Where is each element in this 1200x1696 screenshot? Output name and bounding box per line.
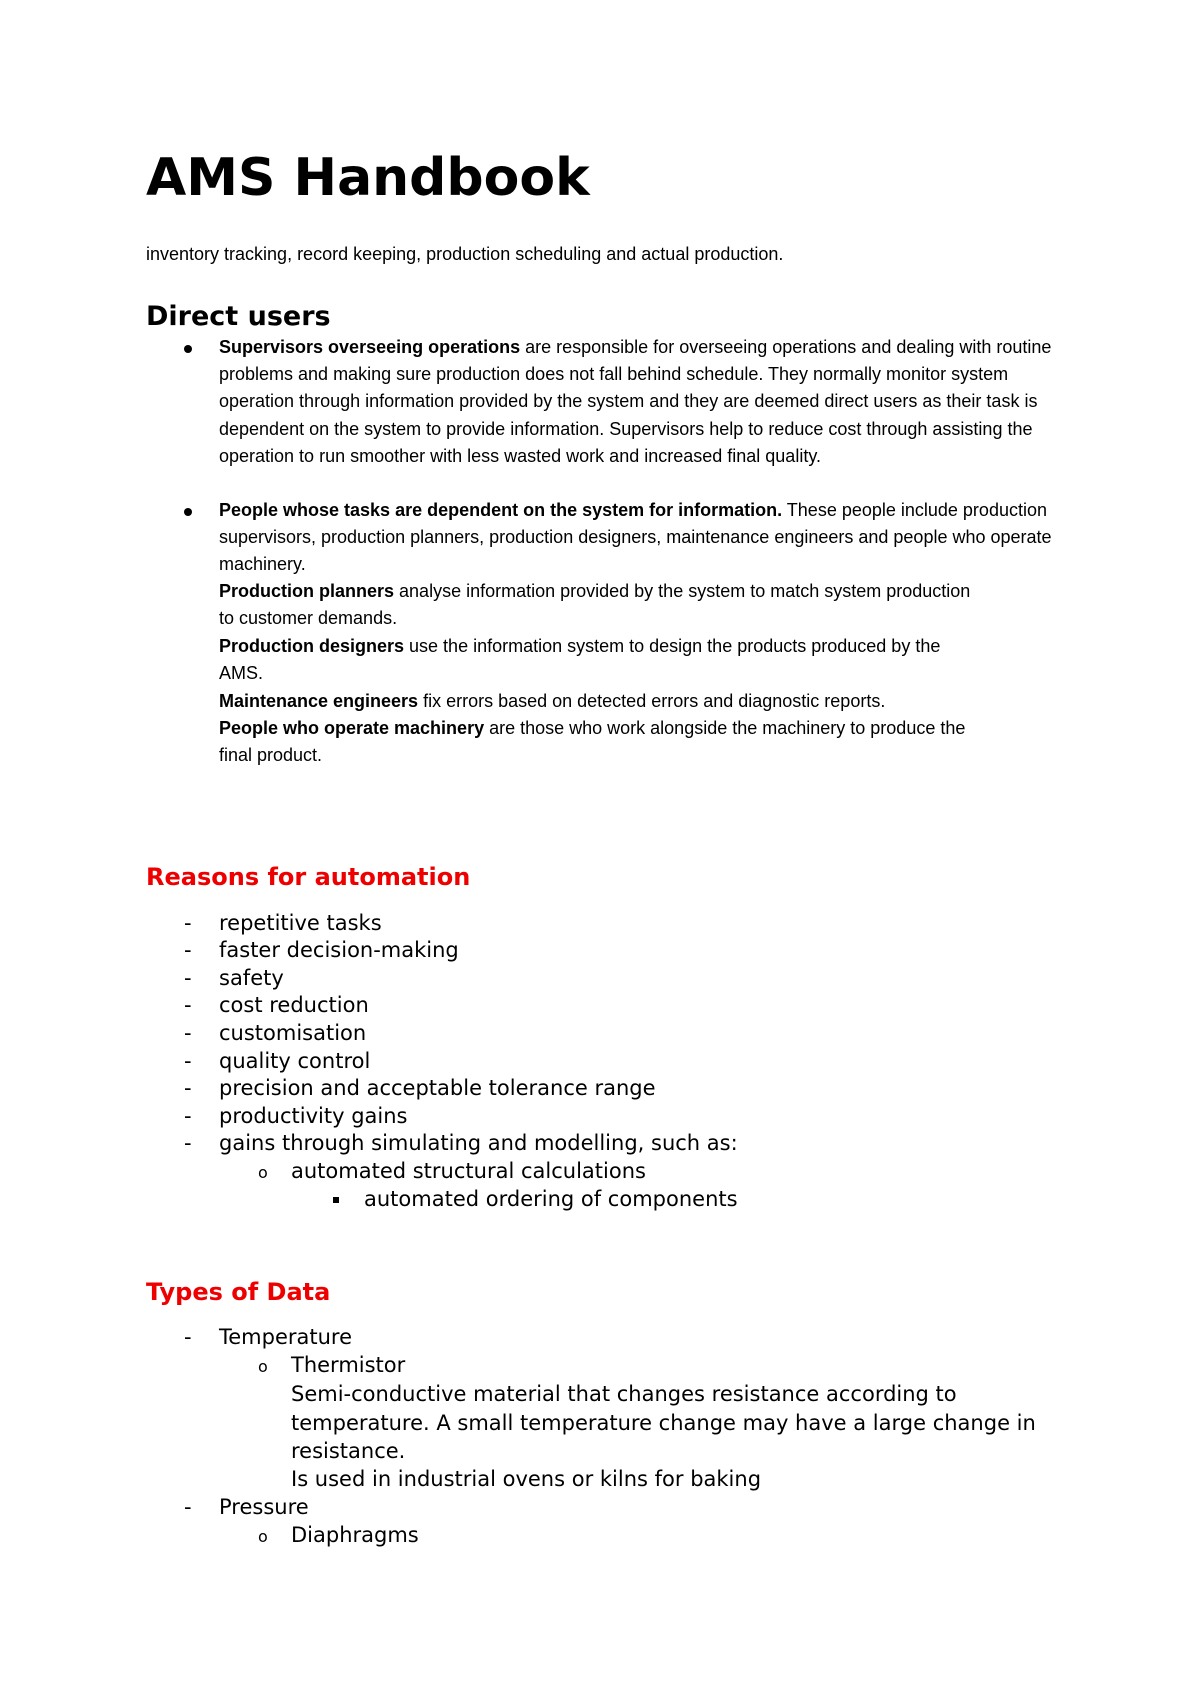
- direct-user-item-dependent: [219, 497, 1064, 579]
- reason-item: cost reduction: [219, 993, 369, 1017]
- dash-marker: -: [184, 1131, 192, 1155]
- types-heading: Types of Data: [146, 1278, 331, 1306]
- item-body-text: are responsible for overseeing operations and dealing with routine problems and making sure production does not fall behind schedule. They normally monitor system operation through information provided by the system and they are deemed direct users as their task is dependent on the system to provide information. Supervisors help to reduce cost through assisting the operation to run smoother with less wasted work and increased final quality.: [219, 337, 1052, 466]
- role-bold-label: Production designers: [219, 636, 405, 656]
- role-body-text: use the information system to design the products produced by the AMS.: [219, 636, 941, 684]
- intro-text: inventory tracking, record keeping, production scheduling and actual production.: [146, 244, 784, 264]
- reasons-heading: Reasons for automation: [146, 863, 471, 891]
- data-type-temperature: Temperature: [219, 1325, 353, 1349]
- dash-marker: -: [184, 1495, 192, 1519]
- circle-bullet-icon: o: [258, 1357, 268, 1376]
- reason-item: faster decision-making: [219, 938, 459, 962]
- thermistor-description: Semi-conductive material that changes resistance according to temperature. A small temperature change may have a large change in resistance.: [291, 1382, 1036, 1463]
- square-bullet-icon: [333, 1197, 339, 1203]
- reason-item: repetitive tasks: [219, 911, 382, 935]
- role-body-text: are those who work alongside the machinery to produce the final product.: [219, 718, 966, 766]
- reason-item: customisation: [219, 1021, 367, 1045]
- dash-marker: -: [184, 966, 192, 990]
- reason-item: precision and acceptable tolerance range: [219, 1076, 656, 1100]
- item-bold-label: Supervisors overseeing operations: [219, 337, 521, 357]
- dash-marker: -: [184, 1021, 192, 1045]
- sensor-thermistor: Thermistor: [291, 1353, 406, 1377]
- direct-user-item-supervisors: [219, 334, 1064, 470]
- dash-marker: -: [184, 993, 192, 1017]
- role-bold-label: People who operate machinery: [219, 718, 485, 738]
- reason-item: quality control: [219, 1049, 371, 1073]
- role-maintenance-engineers: [219, 688, 1064, 715]
- role-production-designers: [219, 633, 979, 687]
- reason-item: gains through simulating and modelling, such as:: [219, 1131, 738, 1155]
- item-bold-label: People whose tasks are dependent on the system for information.: [219, 500, 783, 520]
- role-production-planners: [219, 578, 979, 632]
- circle-bullet-icon: o: [258, 1527, 268, 1546]
- reason-item: safety: [219, 966, 284, 990]
- reason-sub-sub-item: automated ordering of components: [364, 1187, 738, 1211]
- thermistor-usage: Is used in industrial ovens or kilns for baking: [291, 1467, 762, 1491]
- data-type-pressure: Pressure: [219, 1495, 309, 1519]
- dash-marker: -: [184, 1049, 192, 1073]
- dash-marker: -: [184, 1325, 192, 1349]
- item-body-text: These people include production supervisors, production planners, production designers, maintenance engineers and people who operate machinery.: [219, 500, 1052, 575]
- role-machine-operators: [219, 715, 979, 769]
- bullet-icon: [184, 345, 192, 353]
- reason-item: productivity gains: [219, 1104, 408, 1128]
- bullet-icon: [184, 508, 192, 516]
- role-body-text: analyse information provided by the system to match system production to customer demands.: [219, 581, 971, 629]
- direct-users-heading: Direct users: [146, 301, 331, 332]
- circle-bullet-icon: o: [258, 1163, 268, 1182]
- dash-marker: -: [184, 1076, 192, 1100]
- role-bold-label: Production planners: [219, 581, 395, 601]
- dash-marker: -: [184, 911, 192, 935]
- role-bold-label: Maintenance engineers: [219, 691, 419, 711]
- reason-sub-item: automated structural calculations: [291, 1159, 646, 1183]
- page-title: AMS Handbook: [146, 148, 590, 208]
- sensor-diaphragms: Diaphragms: [291, 1523, 419, 1547]
- role-body-text: fix errors based on detected errors and diagnostic reports.: [418, 691, 886, 711]
- dash-marker: -: [184, 1104, 192, 1128]
- dash-marker: -: [184, 938, 192, 962]
